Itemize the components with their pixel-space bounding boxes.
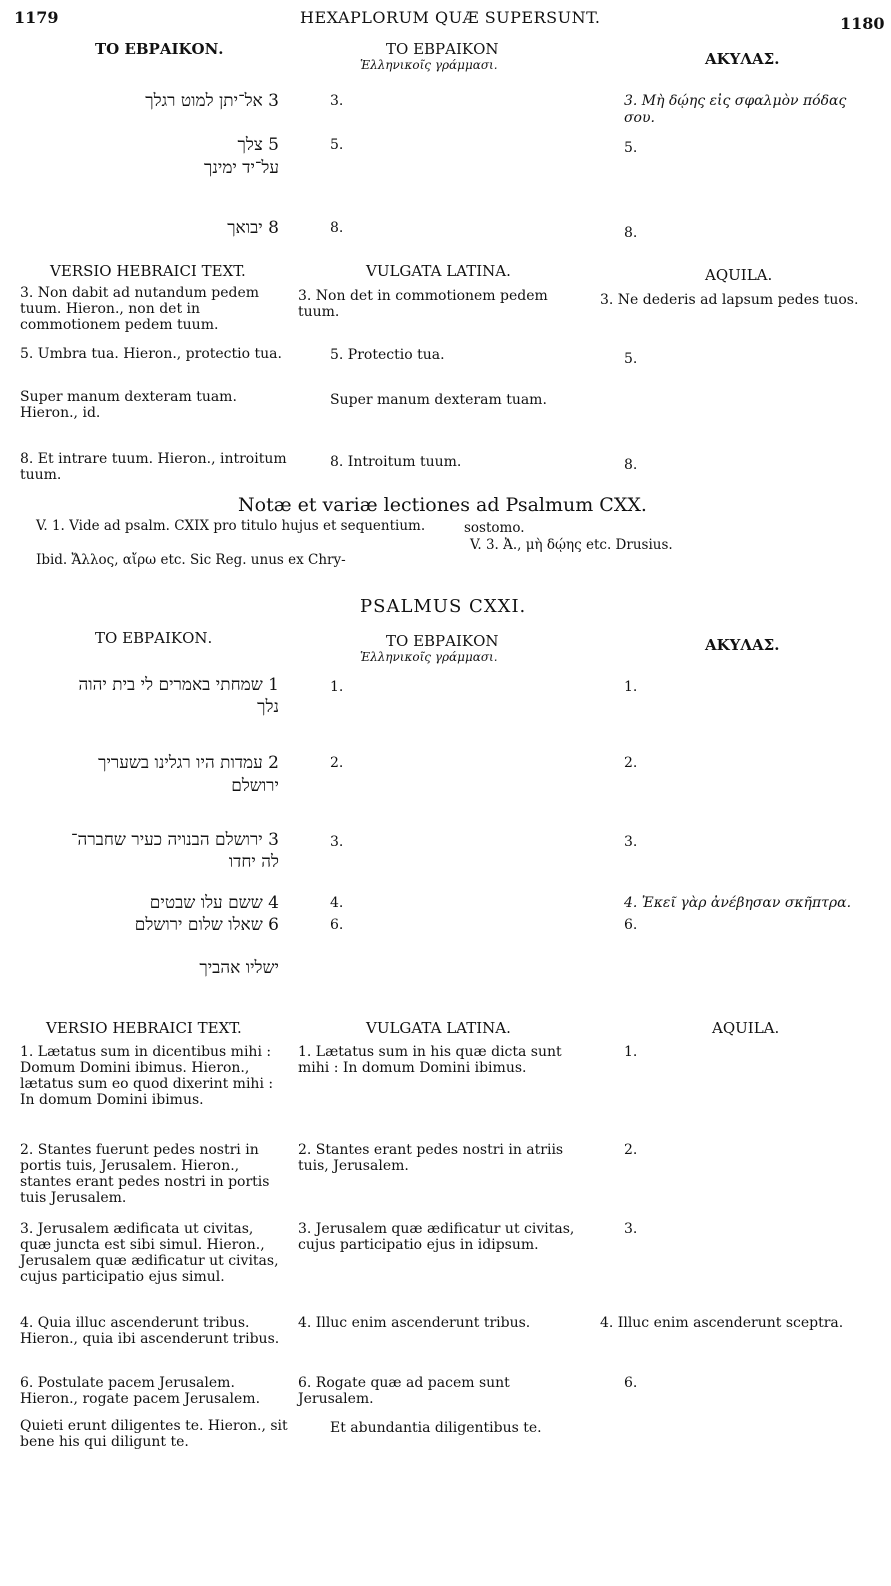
hebrew-verse: 6 שאלו שלום ירושלם (134, 915, 279, 935)
translit-verse: 4. (330, 895, 344, 911)
col-head-hebrew: ΤΟ ΕΒΡΑΙΚΟΝ. (95, 40, 224, 58)
page-number-right: 1180 (840, 14, 885, 33)
versio-verse: 3. Jerusalem ædificata ut civitas, quæ juncta est sibi simul. Hieron., Jerusalem quæ ædificatur ut civitas, cujus participatio ejus simul. (20, 1221, 279, 1285)
col-head-aquila: ΑΚΥΛΑΣ. (705, 636, 780, 654)
aquila-verse: 4. Ἐκεῖ γὰρ ἀνέβησαν σκῆπτρα. (624, 895, 852, 911)
aquila-latin-verse: 8. (624, 457, 638, 473)
hebrew-verse: 1 שמחתי באמרים לי בית יהוה (78, 675, 279, 695)
aquila-verse: 3. Μὴ δῴης εἰς σφαλμὸν πόδας (624, 93, 847, 109)
col-head-aquila-latin: AQUILA. (705, 266, 773, 284)
vulgata-verse: 3. Jerusalem quæ ædificatur ut civitas, cujus participatio ejus in idipsum. (298, 1221, 575, 1253)
note-right-2: V. 3. Ἀ., μὴ δῴης etc. Drusius. (470, 537, 673, 553)
aquila-verse: 5. (624, 140, 638, 156)
translit-verse: 3. (330, 834, 344, 850)
versio-verse: 6. Postulate pacem Jerusalem. Hieron., rogate pacem Jerusalem. (20, 1375, 261, 1407)
hebrew-verse: 8 יבואך (227, 218, 279, 238)
hebrew-verse: 5 צלך (237, 135, 279, 155)
vulgata-verse: 1. Lætatus sum in his quæ dicta sunt mihi : In domum Domini ibimus. (298, 1044, 562, 1076)
vulgata-verse: 4. Illuc enim ascenderunt tribus. (298, 1315, 531, 1331)
col-head-aquila-latin: AQUILA. (712, 1019, 780, 1037)
aquila-latin-verse: 5. (624, 351, 638, 367)
page-number-left: 1179 (14, 8, 59, 27)
note-left-2: Ibid. Ἄλλος, αἴρω etc. Sic Reg. unus ex Chry- (36, 552, 346, 568)
hebrew-verse: ישליו אהביך (199, 958, 279, 978)
hebrew-verse: 4 ששם עלו שבטים (149, 893, 279, 913)
notes-title: Notæ et variæ lectiones ad Psalmum CXX. (238, 494, 647, 516)
aquila-verse-cont: σου. (624, 110, 655, 126)
col-head-translit: ΤΟ ΕΒΡΑΙΚΟΝ (386, 632, 499, 650)
aquila-verse: 8. (624, 225, 638, 241)
vulgata-verse: Super manum dexteram tuam. (330, 392, 547, 408)
translit-verse: 6. (330, 917, 344, 933)
vulgata-verse: 2. Stantes erant pedes nostri in atriis tuis, Jerusalem. (298, 1142, 564, 1174)
versio-verse: 8. Et intrare tuum. Hieron., introitum tuum. (20, 451, 287, 483)
vulgata-verse: 3. Non det in commotionem pedem tuum. (298, 288, 548, 320)
translit-verse: 8. (330, 220, 344, 236)
aquila-latin-verse: 1. (624, 1044, 638, 1060)
versio-verse: 2. Stantes fuerunt pedes nostri in portis tuis, Jerusalem. Hieron., stantes erant pedes nostri in portis tuis Jerusalem. (20, 1142, 270, 1206)
vulgata-verse: Et abundantia diligentibus te. (330, 1420, 542, 1436)
versio-verse: Super manum dexteram tuam. Hieron., id. (20, 389, 237, 421)
hebrew-verse-cont: נלך (257, 697, 279, 717)
versio-verse: 1. Lætatus sum in dicentibus mihi : Domum Domini ibimus. Hieron., lætatus sum eo quod dixerint mihi : In domum Domini ibimus. (20, 1044, 274, 1108)
col-head-translit-sub: Ἑλληνικοῖς γράμμασι. (360, 650, 498, 664)
aquila-latin-verse: 3. (624, 1221, 638, 1237)
aquila-latin-verse: 3. Ne dederis ad lapsum pedes tuos. (600, 292, 859, 308)
col-head-hebrew: ΤΟ ΕΒΡΑΙΚΟΝ. (95, 629, 213, 647)
aquila-latin-verse: 6. (624, 1375, 638, 1391)
translit-verse: 2. (330, 755, 344, 771)
col-head-translit: ΤΟ ΕΒΡΑΙΚΟΝ (386, 40, 499, 58)
translit-verse: 3. (330, 93, 344, 109)
translit-verse: 1. (330, 679, 344, 695)
versio-verse: 4. Quia illuc ascenderunt tribus. Hieron., quia ibi ascenderunt tribus. (20, 1315, 280, 1347)
versio-verse: 3. Non dabit ad nutandum pedem tuum. Hieron., non det in commotionem pedem tuum. (20, 285, 260, 333)
aquila-verse: 2. (624, 755, 638, 771)
note-left: V. 1. Vide ad psalm. CXIX pro titulo hujus et sequentium. (36, 518, 426, 534)
hebrew-verse: 3 אל־יתן למוט רגלך (145, 91, 279, 111)
vulgata-verse: 6. Rogate quæ ad pacem sunt Jerusalem. (298, 1375, 510, 1407)
aquila-verse: 6. (624, 917, 638, 933)
note-right-1: sostomo. (464, 520, 525, 536)
col-head-translit-sub: Ἑλληνικοῖς γράμμασι. (360, 58, 498, 72)
vulgata-verse: 8. Introitum tuum. (330, 454, 462, 470)
aquila-latin-verse: 2. (624, 1142, 638, 1158)
col-head-versio: VERSIO HEBRAICI TEXT. (50, 262, 246, 280)
hebrew-verse-cont: לה יחדו (228, 852, 279, 872)
aquila-verse: 3. (624, 834, 638, 850)
psalm-title: PSALMUS CXXI. (360, 596, 527, 617)
hebrew-verse-cont: על־יד ימינך (204, 158, 279, 178)
col-head-vulgata: VULGATA LATINA. (366, 262, 511, 280)
hebrew-verse: 3 ירושלם הבנויה כעיר שחברה־ (71, 830, 279, 850)
versio-verse: Quieti erunt diligentes te. Hieron., sit bene his qui diligunt te. (20, 1418, 288, 1450)
hebrew-verse-cont: ירושלם (231, 776, 279, 796)
hebrew-verse: 2 עמדות היו רגלינו בשעריך (98, 753, 279, 773)
running-title: HEXAPLORUM QUÆ SUPERSUNT. (300, 8, 601, 27)
aquila-latin-verse: 4. Illuc enim ascenderunt sceptra. (600, 1315, 844, 1331)
versio-verse: 5. Umbra tua. Hieron., protectio tua. (20, 346, 282, 362)
vulgata-verse: 5. Protectio tua. (330, 347, 445, 363)
aquila-verse: 1. (624, 679, 638, 695)
translit-verse: 5. (330, 137, 344, 153)
col-head-versio: VERSIO HEBRAICI TEXT. (46, 1019, 242, 1037)
col-head-aquila: ΑΚΥΛΑΣ. (705, 50, 780, 68)
col-head-vulgata: VULGATA LATINA. (366, 1019, 511, 1037)
